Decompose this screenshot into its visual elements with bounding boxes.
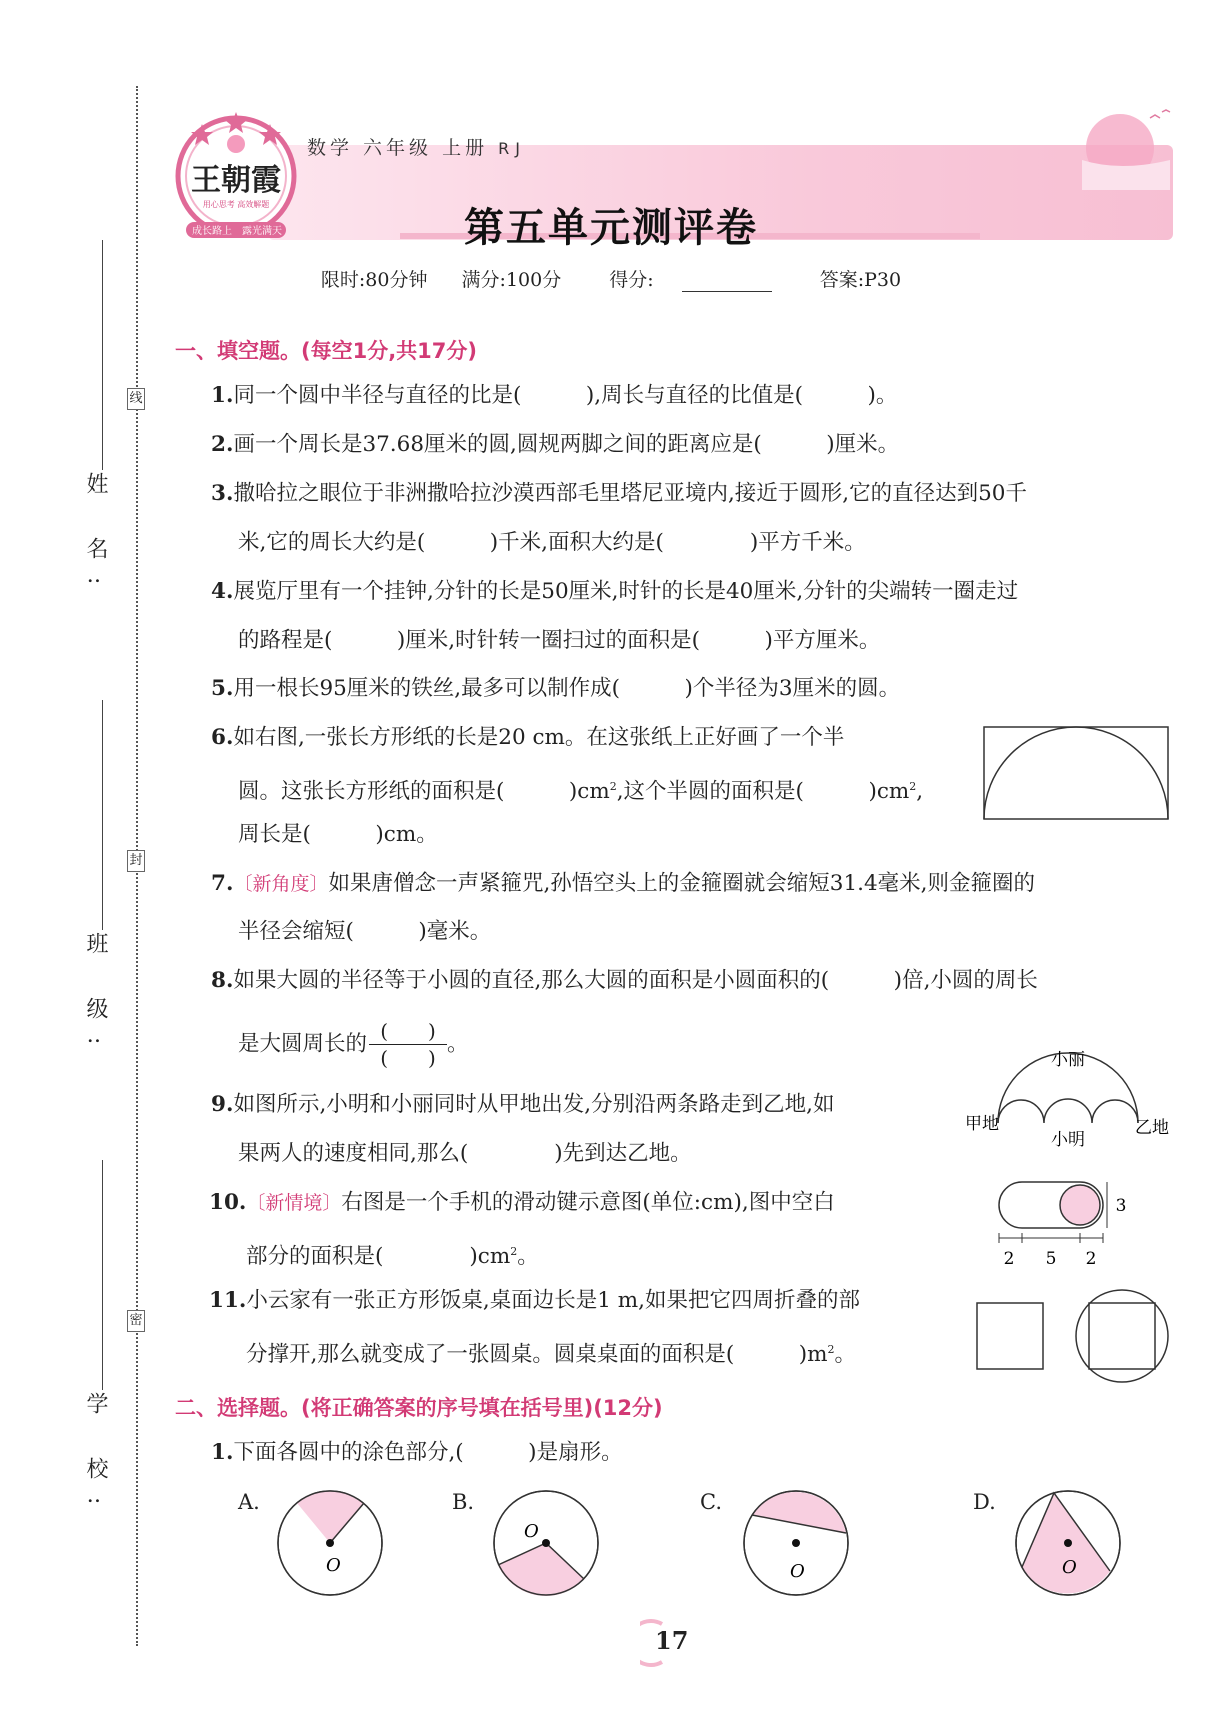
center-o-a: O <box>326 1555 341 1576</box>
logo-slogan-right: 露光满天 <box>242 226 282 237</box>
score-blank[interactable] <box>682 275 772 292</box>
option-c-circle[interactable] <box>738 1485 854 1601</box>
subtitle <box>307 133 526 160</box>
score-label: 得分: <box>609 269 654 291</box>
option-c-label[interactable]: C. <box>700 1490 722 1514</box>
binding-tag-line: 线 <box>127 388 145 410</box>
label-yidi: 乙地 <box>1135 1118 1169 1138</box>
question-1-1: 1.同一个圆中半径与直径的比是( ),周长与直径的比值是( )。 <box>211 383 898 408</box>
question-1-8: 8.如果大圆的半径等于小圆的直径,那么大圆的面积是小圆面积的( )倍,小圆的周长 <box>211 968 1038 993</box>
logo-motto-text: 用心思考 高效解题 <box>202 200 270 209</box>
class-underline <box>102 700 103 930</box>
page-title: 第五单元测评卷 <box>464 205 758 251</box>
question-1-2: 2.画一个周长是37.68厘米的圆,圆规两脚之间的距离应是( )厘米。 <box>211 432 900 457</box>
question-1-9-line2: 果两人的速度相同,那么( )先到达乙地。 <box>238 1141 692 1166</box>
question-1-5: 5.用一根长95厘米的铁丝,最多可以制作成( )个半径为3厘米的圆。 <box>211 676 901 701</box>
question-2-1: 1.下面各圆中的涂色部分,( )是扇形。 <box>211 1440 623 1465</box>
logo-slogan-left: 成长路上 <box>192 226 232 237</box>
question-1-3: 3.撒哈拉之眼位于非洲撒哈拉沙漠西部毛里塔尼亚境内,接近于圆形,它的直径达到50千 <box>211 481 1027 506</box>
question-1-11-line2: 分撑开,那么就变成了一张圆桌。圆桌桌面的面积是( )$m^2$。 <box>246 1342 857 1368</box>
page-number: 17 <box>655 1626 689 1655</box>
option-a-circle[interactable] <box>272 1485 388 1601</box>
slider-key-figure <box>995 1178 1130 1273</box>
dim-height: 3 <box>1115 1196 1127 1216</box>
question-1-3-line2: 米,它的周长大约是( )千米,面积大约是( )平方千米。 <box>238 530 866 555</box>
question-1-10: 10.〔新情境〕右图是一个手机的滑动键示意图(单位:cm),图中空白 <box>209 1190 835 1215</box>
question-1-7: 7.〔新角度〕如果唐僧念一声紧箍咒,孙悟空头上的金箍圈就会缩短31.4毫米,则金箍圈的 <box>211 871 1036 896</box>
full-score: 满分:100分 <box>461 269 562 291</box>
name-label: 姓 名: <box>83 472 108 603</box>
school-underline <box>102 1160 103 1390</box>
time-limit: 限时:80分钟 <box>320 269 428 291</box>
option-d-circle[interactable] <box>1010 1485 1126 1601</box>
option-b-label[interactable]: B. <box>452 1490 475 1514</box>
question-1-4-line2: 的路程是( )厘米,时针转一圈扫过的面积是( )平方厘米。 <box>238 628 881 653</box>
question-1-9: 9.如图所示,小明和小丽同时从甲地出发,分别沿两条路走到乙地,如 <box>211 1092 835 1117</box>
option-b-circle[interactable] <box>488 1485 604 1601</box>
question-1-6: 6.如右图,一张长方形纸的长是20 cm。在这张纸上正好画了一个半 <box>211 725 845 750</box>
binding-tag-secret: 密 <box>127 1310 145 1332</box>
answer-ref: 答案:P30 <box>819 269 902 291</box>
label-xiaoming: 小明 <box>1051 1130 1085 1150</box>
logo-brand-text: 王朝霞 <box>191 163 281 198</box>
binding-tag-seal: 封 <box>127 850 145 872</box>
label-jiadi: 甲地 <box>965 1114 999 1134</box>
question-1-4: 4.展览厅里有一个挂钟,分针的长是50厘米,时针的长是40厘米,分针的尖端转一圈走过 <box>211 579 1019 604</box>
question-1-6-line3: 周长是( )cm。 <box>238 822 438 847</box>
exam-info <box>0 265 1222 292</box>
question-1-11: 11.小云家有一张正方形饭桌,桌面边长是1 m,如果把它四周折叠的部 <box>209 1288 860 1313</box>
option-a-label[interactable]: A. <box>238 1490 260 1514</box>
center-o-d: O <box>1062 1557 1077 1578</box>
center-o-b: O <box>524 1521 539 1542</box>
question-1-8-line2: 是大圆周长的 $\frac{( )}{( )}$ 。 <box>238 1019 469 1070</box>
section1-heading: 一、填空题。(每空1分,共17分) <box>175 339 478 363</box>
table-figure <box>975 1288 1175 1388</box>
subtitle-text: 数学 六年级 上册 <box>307 137 489 159</box>
sunset-decoration-icon <box>1080 100 1190 190</box>
question-1-6-line2: 圆。这张长方形纸的面积是( )$cm^2$,这个半圆的面积是( )$cm^2$, <box>238 779 924 805</box>
fraction-blank[interactable]: $\frac{( )}{( )}$ <box>369 1018 447 1071</box>
label-xiaoli: 小丽 <box>1051 1050 1085 1070</box>
question-1-10-line2: 部分的面积是( )$cm^2$。 <box>246 1244 539 1270</box>
rectangle-semicircle-figure <box>982 725 1172 825</box>
option-d-label[interactable]: D. <box>973 1490 996 1514</box>
class-label: 班 级: <box>83 932 108 1063</box>
dim-middle: 5 <box>1045 1249 1057 1269</box>
question-1-7-line2: 半径会缩短( )毫米。 <box>238 919 492 944</box>
edition-text: RJ <box>498 139 526 158</box>
dim-right: 2 <box>1085 1249 1097 1269</box>
school-label: 学 校: <box>83 1392 108 1523</box>
section2-heading: 二、选择题。(将正确答案的序号填在括号里)(12分) <box>175 1396 663 1420</box>
route-diagram <box>960 1045 1175 1155</box>
center-o-c: O <box>790 1561 805 1582</box>
dim-left: 2 <box>1003 1249 1015 1269</box>
